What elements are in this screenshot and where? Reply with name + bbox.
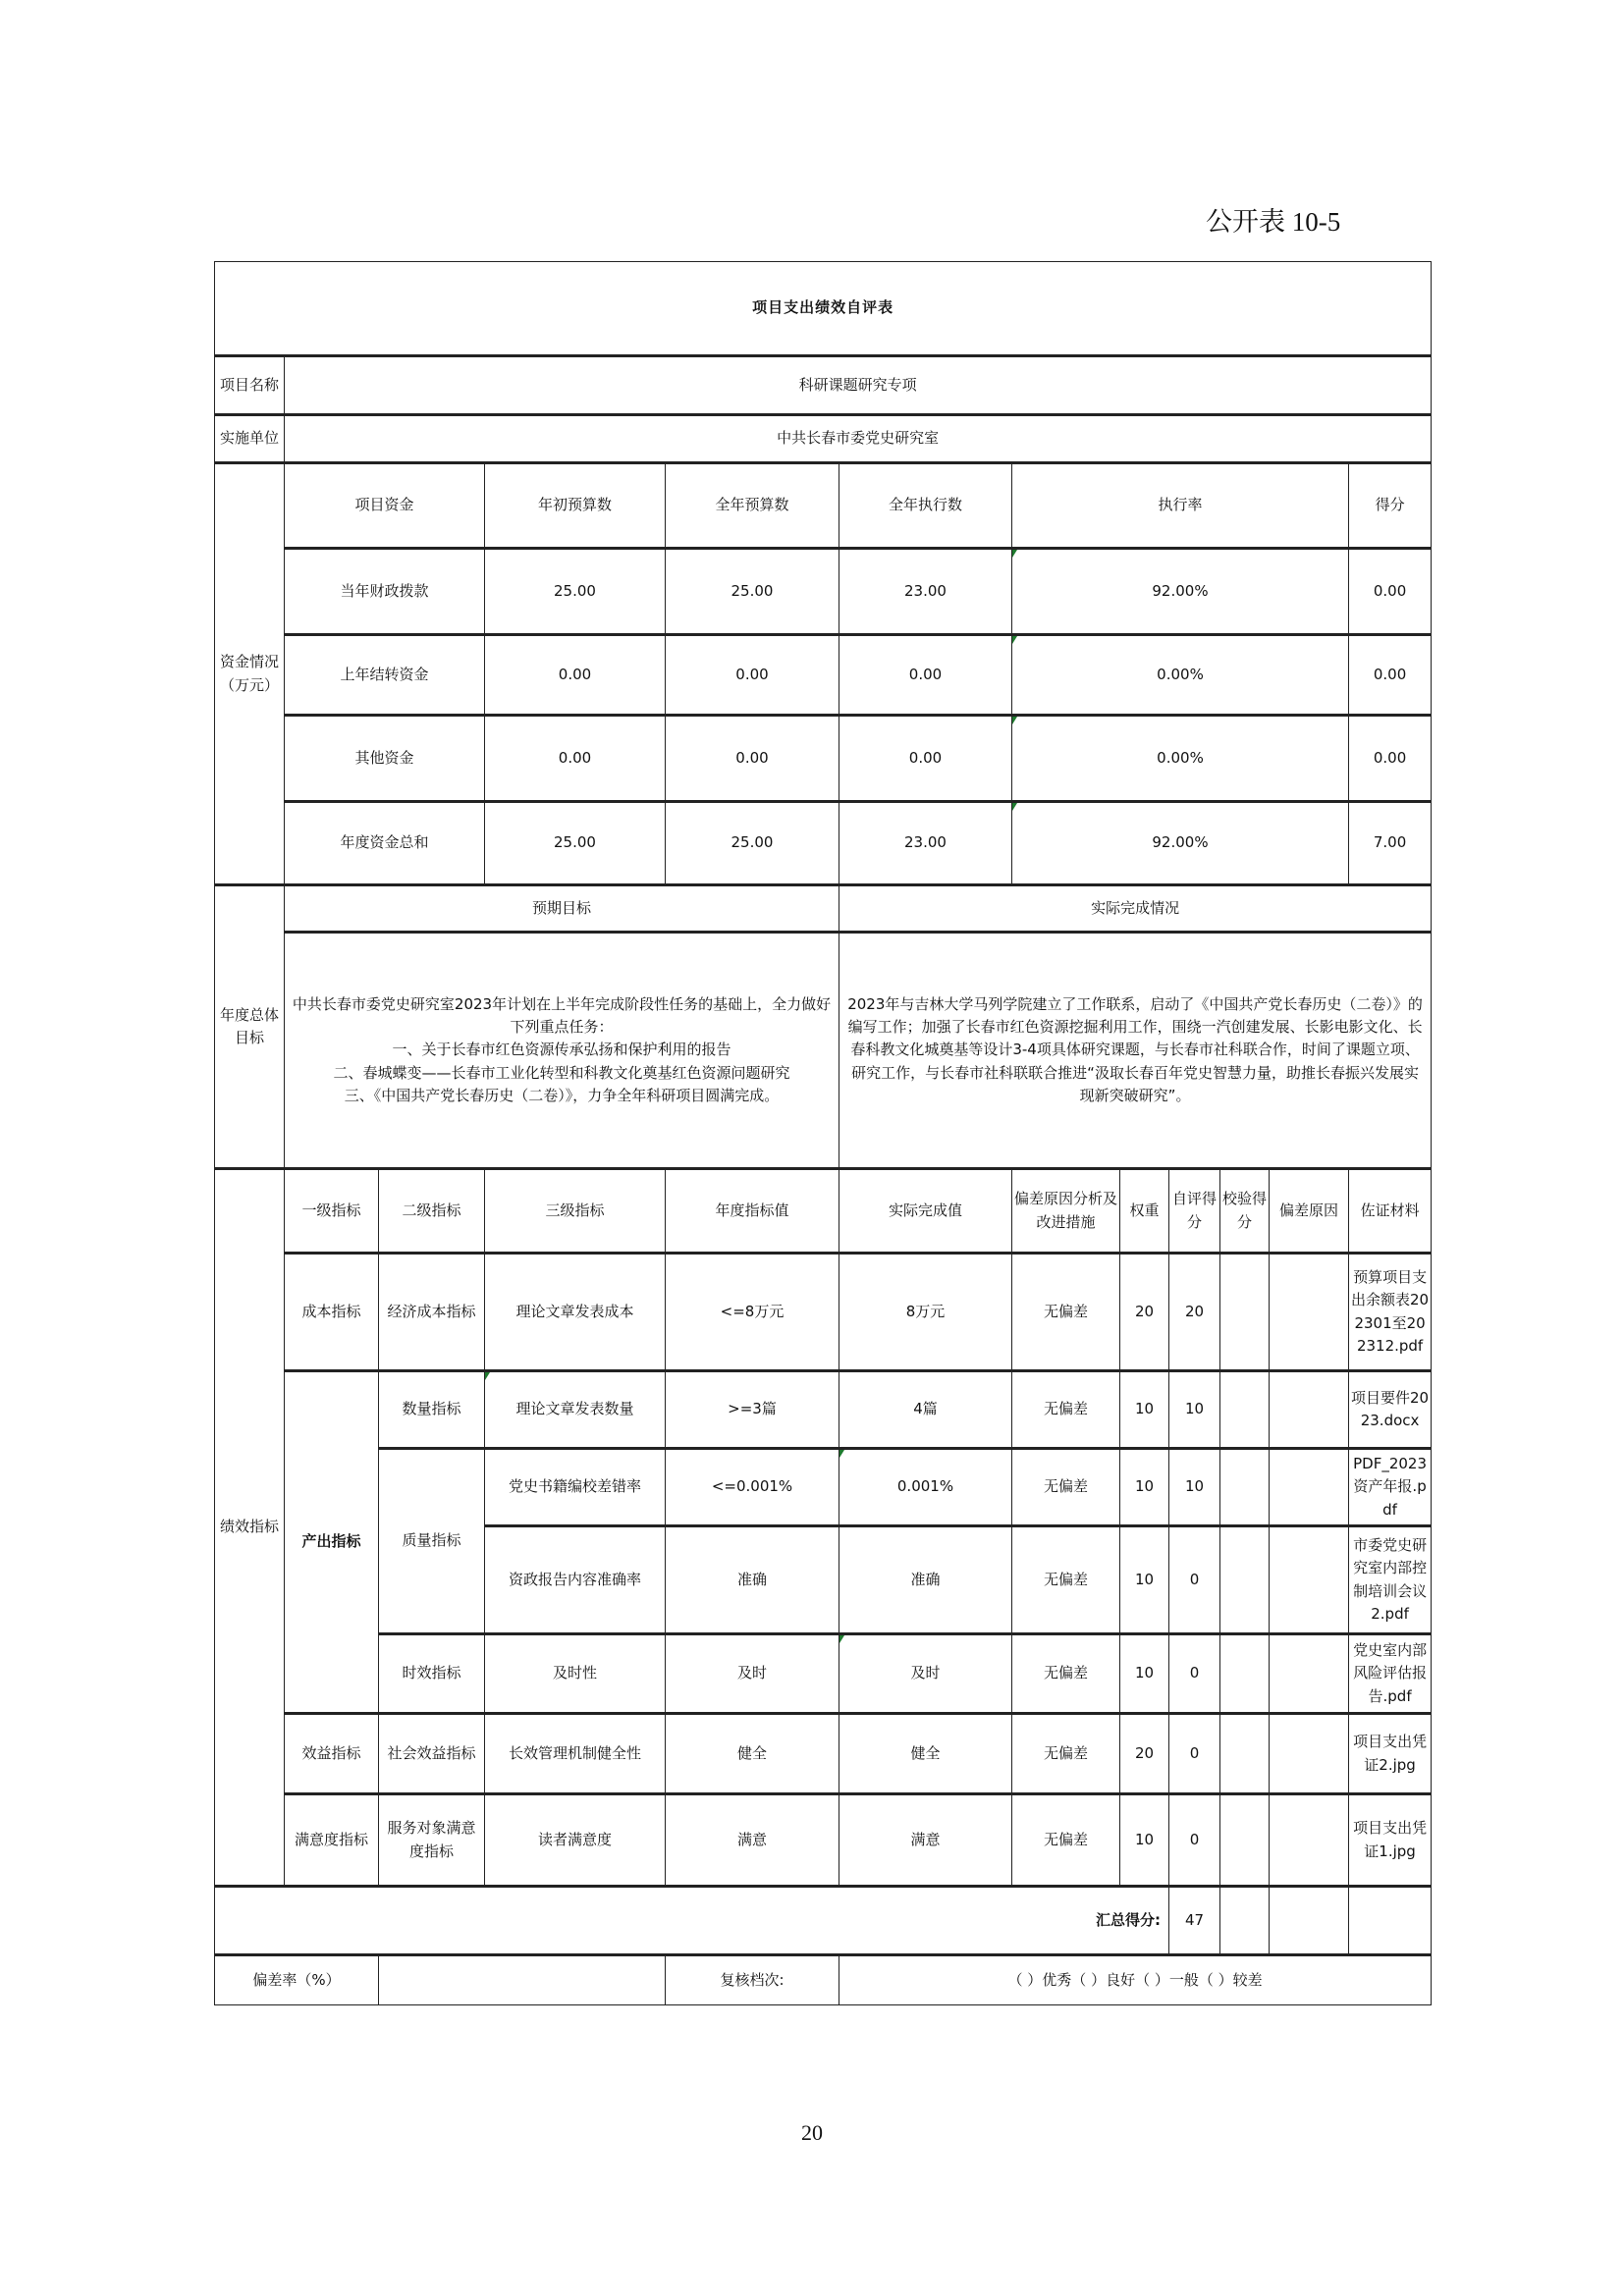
indicators-header: 权重: [1120, 1169, 1169, 1254]
funds-header-score: 得分: [1349, 463, 1432, 549]
indicator-level3: 及时性: [485, 1634, 666, 1714]
indicators-header: 三级指标: [485, 1169, 666, 1254]
funds-row-label: 当年财政拨款: [285, 549, 485, 635]
review-grade-options[interactable]: （ ）优秀（ ）良好（ ）一般（ ）较差: [839, 1955, 1432, 2005]
indicator-level3: 长效管理机制健全性: [485, 1714, 666, 1794]
indicators-header: 自评得分: [1169, 1169, 1220, 1254]
indicator-row: [215, 1714, 1432, 1794]
indicator-row: [215, 1634, 1432, 1714]
goal-line: 三、《中国共产党长春历史（二卷）》，力争全年科研项目圆满完成。: [344, 1086, 780, 1104]
funds-cell-score: 0.00: [1349, 716, 1432, 802]
indicator-level3: 理论文章发表数量: [485, 1371, 666, 1449]
indicator-level3: 读者满意度: [485, 1794, 666, 1887]
funds-cell: 0.00: [485, 716, 666, 802]
indicators-header-row: [215, 1169, 1432, 1254]
indicators-header: 偏差原因: [1270, 1169, 1349, 1254]
goals-expected-text: [285, 933, 839, 1169]
implementing-unit-value: 中共长春市委党史研究室: [285, 415, 1432, 463]
funds-row-label: 年度资金总和: [285, 802, 485, 885]
funds-cell: 0.00: [485, 635, 666, 716]
indicator-deviation-reason: [1270, 1526, 1349, 1634]
funds-header-annual-budget: 全年预算数: [666, 463, 839, 549]
total-blank-cell: [1220, 1887, 1270, 1955]
indicator-level3: 党史书籍编校差错率: [485, 1449, 666, 1526]
indicator-deviation-reason: [1270, 1794, 1349, 1887]
indicator-actual: 满意: [839, 1794, 1012, 1887]
indicator-row: [215, 1794, 1432, 1887]
indicator-deviation-reason: [1270, 1371, 1349, 1449]
indicator-level2: 质量指标: [379, 1449, 485, 1634]
indicator-actual: 及时: [839, 1634, 1012, 1714]
implementing-unit-row: [215, 415, 1432, 463]
indicator-self-score: 0: [1169, 1634, 1220, 1714]
indicator-target: >=3篇: [666, 1371, 839, 1449]
funds-cell: 25.00: [666, 802, 839, 885]
funds-cell-score: 0.00: [1349, 549, 1432, 635]
indicator-deviation-reason: [1270, 1254, 1349, 1371]
indicators-section-label: 绩效指标: [215, 1169, 285, 1887]
indicator-actual: 8万元: [839, 1254, 1012, 1371]
indicator-self-score: 0: [1169, 1714, 1220, 1794]
indicator-check-score: [1220, 1794, 1270, 1887]
indicator-self-score: 10: [1169, 1371, 1220, 1449]
review-row: [215, 1955, 1432, 2005]
indicator-self-score: 0: [1169, 1794, 1220, 1887]
total-blank-cell: [1349, 1887, 1432, 1955]
funds-cell: 0.00: [666, 716, 839, 802]
indicator-target: 准确: [666, 1526, 839, 1634]
indicators-header: 实际完成值: [839, 1169, 1012, 1254]
indicator-level1: 效益指标: [285, 1714, 379, 1794]
funds-cell: 23.00: [839, 549, 1012, 635]
total-score-value: 47: [1169, 1887, 1220, 1955]
indicators-header: 偏差原因分析及改进措施: [1012, 1169, 1120, 1254]
indicator-analysis: 无偏差: [1012, 1449, 1120, 1526]
indicator-weight: 20: [1120, 1714, 1169, 1794]
funds-row-label: 其他资金: [285, 716, 485, 802]
funds-cell: 25.00: [485, 802, 666, 885]
indicator-actual: 0.001%: [839, 1449, 1012, 1526]
indicator-level3: 资政报告内容准确率: [485, 1526, 666, 1634]
indicator-level2: 数量指标: [379, 1371, 485, 1449]
indicator-evidence: 项目要件2023.docx: [1349, 1371, 1432, 1449]
indicator-row: [215, 1449, 1432, 1526]
indicator-evidence: 项目支出凭证2.jpg: [1349, 1714, 1432, 1794]
funds-cell: 23.00: [839, 802, 1012, 885]
funds-cell-score: 0.00: [1349, 635, 1432, 716]
indicator-level2: 时效指标: [379, 1634, 485, 1714]
indicator-deviation-reason: [1270, 1634, 1349, 1714]
total-row: [215, 1887, 1432, 1955]
funds-cell-rate: 92.00%: [1012, 549, 1349, 635]
indicator-evidence: 党史室内部风险评估报告.pdf: [1349, 1634, 1432, 1714]
indicators-header: 年度指标值: [666, 1169, 839, 1254]
indicator-level1: 满意度指标: [285, 1794, 379, 1887]
goals-actual-text: 2023年与吉林大学马列学院建立了工作联系，启动了《中国共产党长春历史（二卷）》的编写工作；加强了长春市红色资源挖掘利用工作，围绕一汽创建发展、长影电影文化、长春科教文化城奠基等设计3-4项具体研究课题，与长春市社科联合作，时间了课题立项、研究工作，与长春市社科联联合推进“汲取长春百年党史智慧力量，助推长春振兴发展实现新突破研究”。: [839, 933, 1432, 1169]
funds-row-label: 上年结转资金: [285, 635, 485, 716]
project-name-row: [215, 356, 1432, 415]
indicator-self-score: 10: [1169, 1449, 1220, 1526]
review-grade-label: 复核档次:: [666, 1955, 839, 2005]
indicator-evidence: PDF_2023资产年报.pdf: [1349, 1449, 1432, 1526]
indicators-header: 一级指标: [285, 1169, 379, 1254]
table-title: 项目支出绩效自评表: [215, 262, 1432, 356]
funds-header-source: 项目资金: [285, 463, 485, 549]
funds-cell: 0.00: [839, 635, 1012, 716]
indicator-row: [215, 1254, 1432, 1371]
deviation-rate-value[interactable]: [379, 1955, 666, 2005]
indicator-deviation-reason: [1270, 1714, 1349, 1794]
indicators-header: 佐证材料: [1349, 1169, 1432, 1254]
indicator-check-score: [1220, 1634, 1270, 1714]
goals-content-row: [215, 933, 1432, 1169]
funds-cell: 25.00: [666, 549, 839, 635]
indicator-level1: 成本指标: [285, 1254, 379, 1371]
deviation-rate-label: 偏差率（%）: [215, 1955, 379, 2005]
indicator-target: <=0.001%: [666, 1449, 839, 1526]
goals-actual-header: 实际完成情况: [839, 885, 1432, 933]
indicator-check-score: [1220, 1714, 1270, 1794]
funds-row: [215, 802, 1432, 885]
indicator-analysis: 无偏差: [1012, 1254, 1120, 1371]
indicator-target: 及时: [666, 1634, 839, 1714]
funds-row: [215, 716, 1432, 802]
indicator-evidence: 项目支出凭证1.jpg: [1349, 1794, 1432, 1887]
project-name-label: 项目名称: [215, 356, 285, 415]
indicator-weight: 10: [1120, 1526, 1169, 1634]
indicator-analysis: 无偏差: [1012, 1794, 1120, 1887]
indicator-row: [215, 1371, 1432, 1449]
document-code: 公开表 10-5: [1206, 207, 1341, 237]
indicator-target: <=8万元: [666, 1254, 839, 1371]
funds-header-initial-budget: 年初预算数: [485, 463, 666, 549]
indicator-level2: 服务对象满意度指标: [379, 1794, 485, 1887]
indicator-self-score: 20: [1169, 1254, 1220, 1371]
indicator-check-score: [1220, 1449, 1270, 1526]
funds-cell-rate: 92.00%: [1012, 802, 1349, 885]
indicator-analysis: 无偏差: [1012, 1526, 1120, 1634]
indicator-weight: 20: [1120, 1254, 1169, 1371]
performance-self-evaluation-table: [214, 261, 1432, 2005]
goal-line: 二、春城蝶变——长春市工业化转型和科教文化奠基红色资源问题研究: [333, 1063, 790, 1082]
indicator-check-score: [1220, 1254, 1270, 1371]
goal-line: 一、关于长春市红色资源传承弘扬和保护利用的报告: [392, 1041, 731, 1059]
indicator-actual: 4篇: [839, 1371, 1012, 1449]
indicator-weight: 10: [1120, 1794, 1169, 1887]
indicator-self-score: 0: [1169, 1526, 1220, 1634]
indicator-level3: 理论文章发表成本: [485, 1254, 666, 1371]
indicator-weight: 10: [1120, 1371, 1169, 1449]
funds-cell: 0.00: [666, 635, 839, 716]
funds-cell: 0.00: [839, 716, 1012, 802]
indicator-target: 满意: [666, 1794, 839, 1887]
indicator-target: 健全: [666, 1714, 839, 1794]
indicator-check-score: [1220, 1371, 1270, 1449]
indicator-weight: 10: [1120, 1449, 1169, 1526]
indicator-level2: 社会效益指标: [379, 1714, 485, 1794]
indicator-analysis: 无偏差: [1012, 1714, 1120, 1794]
funds-section-label: 资金情况（万元）: [215, 463, 285, 885]
funds-cell-score: 7.00: [1349, 802, 1432, 885]
indicator-deviation-reason: [1270, 1449, 1349, 1526]
funds-cell-rate: 0.00%: [1012, 635, 1349, 716]
total-score-label: 汇总得分:: [215, 1887, 1169, 1955]
goals-header-row: [215, 885, 1432, 933]
indicator-level1: 产出指标: [285, 1371, 379, 1714]
goal-line: 中共长春市委党史研究室2023年计划在上半年完成阶段性任务的基础上，全力做好下列重点任务：: [292, 994, 832, 1037]
page-number: 20: [801, 2120, 823, 2145]
indicator-evidence: 市委党史研究室内部控制培训会议2.pdf: [1349, 1526, 1432, 1634]
indicator-actual: 准确: [839, 1526, 1012, 1634]
indicators-header: 二级指标: [379, 1169, 485, 1254]
indicator-evidence: 预算项目支出余额表202301至202312.pdf: [1349, 1254, 1432, 1371]
funds-cell: 25.00: [485, 549, 666, 635]
funds-header-row: [215, 463, 1432, 549]
goals-expected-header: 预期目标: [285, 885, 839, 933]
goals-section-label: 年度总体目标: [215, 885, 285, 1169]
project-name-value: 科研课题研究专项: [285, 356, 1432, 415]
implementing-unit-label: 实施单位: [215, 415, 285, 463]
indicator-analysis: 无偏差: [1012, 1634, 1120, 1714]
indicator-check-score: [1220, 1526, 1270, 1634]
funds-cell-rate: 0.00%: [1012, 716, 1349, 802]
total-blank-cell: [1270, 1887, 1349, 1955]
indicator-level2: 经济成本指标: [379, 1254, 485, 1371]
indicator-weight: 10: [1120, 1634, 1169, 1714]
indicators-header: 校验得分: [1220, 1169, 1270, 1254]
funds-row: [215, 635, 1432, 716]
funds-row: [215, 549, 1432, 635]
funds-header-execution-rate: 执行率: [1012, 463, 1349, 549]
funds-header-executed: 全年执行数: [839, 463, 1012, 549]
indicator-analysis: 无偏差: [1012, 1371, 1120, 1449]
indicator-actual: 健全: [839, 1714, 1012, 1794]
